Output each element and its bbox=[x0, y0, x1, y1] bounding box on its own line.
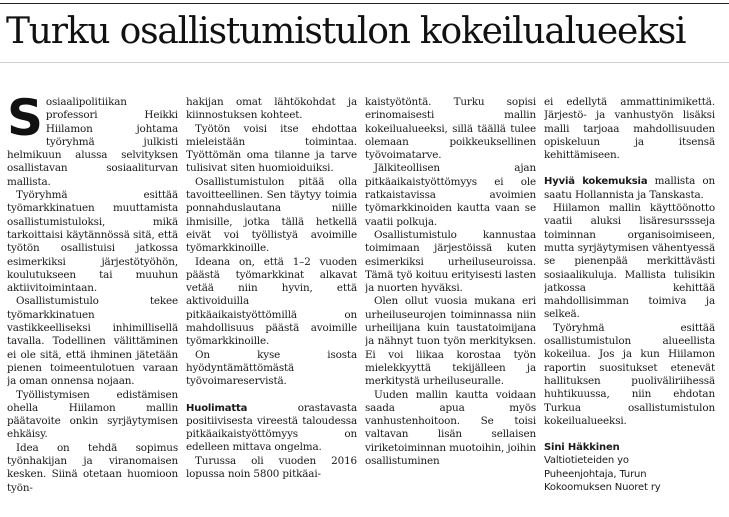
paragraph: Osallistumistulon pitää olla tavoitteellinen. Sen täytyy toimia ponnahduslautana niille ihmisille, jotka tällä hetkellä eivät voi työllistyä avoimille työmarkkinoille. bbox=[186, 175, 357, 255]
paragraph: kaistyötöntä. Turku sopisi erinomaisesti mallin kokeilualueeksi, sillä täällä tulee olemaan poikkeuksellinen työvoimatarve. bbox=[365, 96, 536, 162]
paragraph: Turussa oli vuoden 2016 lopussa noin 5800 pitkäai- bbox=[186, 454, 357, 481]
paragraph: Työryhmä esittää työmarkkinatuen muuttamista osallistumistuloksi, mikä tarkoittaisi käytännössä sitä, että työtön osallistuisi jatkossa esimerkiksi järjestötyöhön, koulutukseen tai muuhun aktiivitoimintaan. bbox=[7, 189, 178, 295]
paragraph: Työtön voisi itse ehdottaa mieleistään toimintaa. Työttömän oma tilanne ja tarve tulisivat siten huomioiduiksi. bbox=[186, 122, 357, 175]
headline-divider bbox=[0, 62, 729, 63]
article-column-1 bbox=[7, 96, 178, 516]
article-column-3 bbox=[365, 96, 536, 516]
author-name: Sini Häkkinen bbox=[544, 442, 620, 454]
paragraph: Työllistymisen edistämisen ohella Hiilamon mallin päätavoite onkin syrjäytymisen ehkäisy. bbox=[7, 388, 178, 441]
author-title: Kokoomuksen Nuoret ry bbox=[544, 482, 661, 494]
author-byline bbox=[544, 441, 715, 494]
article-headline: Turku osallistumistulon kokeilualueeksi bbox=[6, 11, 686, 52]
lead-in: Huolimatta bbox=[186, 402, 248, 414]
subhead-paragraph: Huolimatta orastavasta positiivisesta vireestä taloudessa pitkäaikaistyöttömyys on edelleen mittava ongelma. bbox=[186, 401, 357, 454]
lead-in: Hyviä kokemuksia bbox=[544, 176, 648, 188]
article-column-2 bbox=[186, 96, 357, 516]
drop-cap: S bbox=[7, 96, 43, 147]
paragraph: Sosiaalipolitiikan professori Heikki Hiilamon johtama työryhmä julkisti helmikuun alussa selvityksen osallistavan sosiaaliturvan mallista. bbox=[7, 96, 178, 188]
subhead-paragraph: Hyviä kokemuksia mallista on saatu Hollannista ja Tanskasta. bbox=[544, 175, 715, 201]
paragraph: On kyse isosta hyödyntämättömästä työvoimareservistä. bbox=[186, 348, 357, 388]
paragraph: Jälkiteollisen ajan pitkäaikaistyöttömyys ei ole ratkaistavissa avoimien työmarkkinoiden kautta vaan se vaatii polkuja. bbox=[365, 162, 536, 228]
author-title: Valtiotieteiden yo bbox=[544, 455, 629, 467]
paragraph: Olen ollut vuosia mukana eri urheiluseurojen toiminnassa niin urheilijana kuin taustatoimijana ja nähnyt tuon työn merkityksen. Ei voi liikaa korostaa työn mielekkyyttä tekijälleen ja merkitystä urheiluseuralle. bbox=[365, 295, 536, 388]
author-title: Puheenjohtaja, Turun bbox=[544, 468, 647, 480]
article-column-4 bbox=[544, 96, 715, 516]
paragraph: Uuden mallin kautta voidaan saada apua myös vanhustenhoitoon. Se toisi valtavan lisän sellaisen viriketoiminnan muotoihin, joihin osallistuminen bbox=[365, 388, 536, 468]
paragraph: Ideana on, että 1–2 vuoden päästä työmarkkinat alkavat vetää niin hyvin, että aktivoiduilla pitkäaikaistyöttömillä on mahdollisuus päästä avoimille työmarkkinoille. bbox=[186, 255, 357, 348]
paragraph: hakijan omat lähtökohdat ja kiinnostuksen kohteet. bbox=[186, 96, 357, 122]
paragraph: Osallistumistulo kannustaa toimimaan järjestöissä kuten esimerkiksi urheiluseuroissa. Tämä työ koituu erityisesti lasten ja nuorten hyväksi. bbox=[365, 228, 536, 295]
paragraph: Työryhmä esittää osallistumistulon alueellista kokeilua. Jos ja kun Hiilamon raportin suositukset etenevät hallituksen puoliväliriihessä huhtikuussa, niin ehdotan Turkua osallistumistulon kokeilualueeksi. bbox=[544, 321, 715, 427]
paragraph: Idea on tehdä sopimus työnhakijan ja viranomaisen kesken. Siinä otetaan huomioon työn- bbox=[7, 441, 178, 494]
top-rule bbox=[0, 3, 729, 4]
paragraph: ei edellytä ammattinimikettä. Järjestö- ja vanhustyön lisäksi malli tarjoaa mahdollisuuden opiskeluun ja itsensä kehittämiseen. bbox=[544, 96, 715, 162]
paragraph: Hiilamon mallin käyttöönotto vaatii aluksi lisäresurssseja toiminnan organisoimiseen, mutta syrjäytymisen vähentyessä se pienenpää merkittävästi sosiaalikuluja. Mallista tulisikin jatkossa kehittää mahdollisimman toimiva ja selkeä. bbox=[544, 202, 715, 321]
paragraph: Osallistumistulo tekee työmarkkinatuen vastikkeelliseksi inhimillisellä tavalla. Todellinen välittäminen ei ole sitä, että ihminen jätetään pienen toimeentulotuen varaan ja oman onnensa nojaan. bbox=[7, 295, 178, 388]
